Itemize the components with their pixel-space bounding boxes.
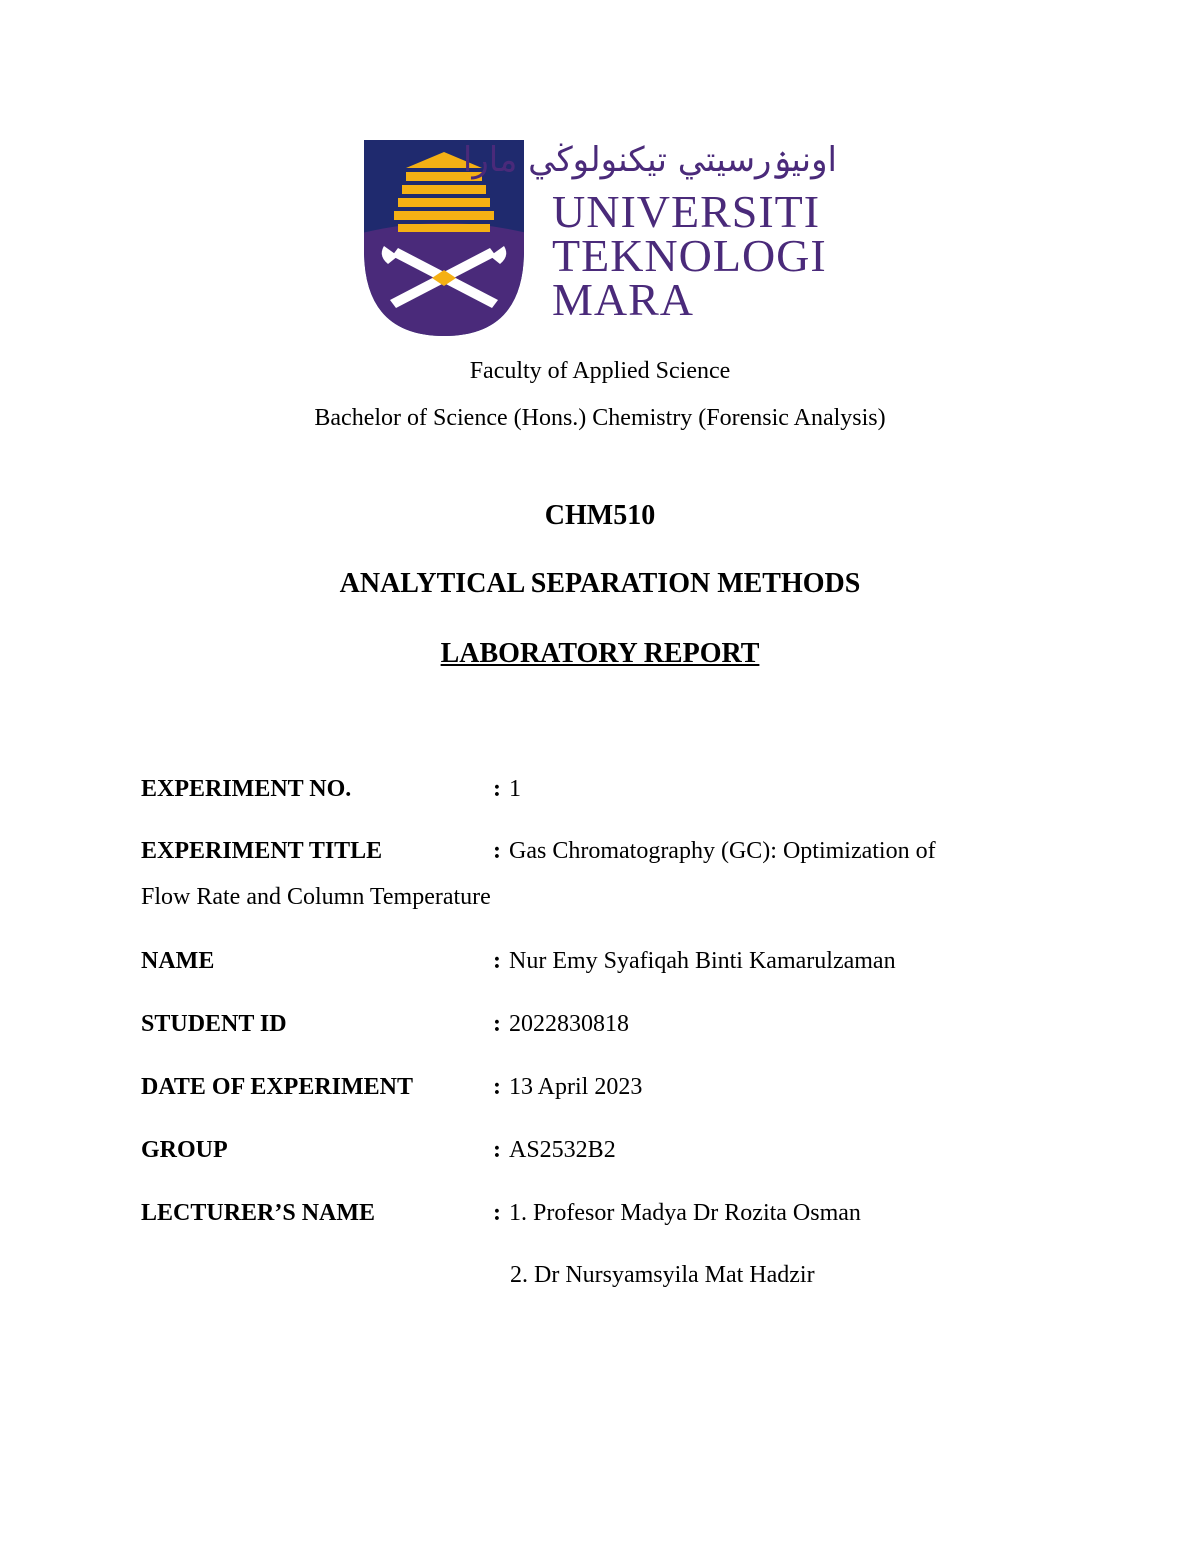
field-colon: : (493, 838, 501, 864)
field-label: GROUP (141, 1137, 228, 1163)
field-value: Nur Emy Syafiqah Binti Kamarulzaman (509, 948, 896, 974)
field-value: 13 April 2023 (509, 1074, 643, 1100)
field-colon: : (493, 1200, 501, 1226)
logo-wordmark (552, 186, 827, 325)
field-colon: : (493, 1074, 501, 1100)
field-value: 1 (509, 776, 521, 802)
report-type: LABORATORY REPORT (440, 638, 760, 669)
field-value: 2022830818 (509, 1011, 629, 1037)
logo-word-mara: MARA (552, 274, 695, 325)
field-value: 1. Profesor Madya Dr Rozita Osman (509, 1200, 861, 1226)
field-label: DATE OF EXPERIMENT (141, 1074, 414, 1100)
field-value: AS2532B2 (509, 1137, 616, 1163)
field-experiment-title-continued: Flow Rate and Column Temperature (141, 884, 491, 910)
faculty-name: Faculty of Applied Science (469, 358, 731, 384)
field-lecturer-name-2: 2. Dr Nursyamsyila Mat Hadzir (510, 1262, 815, 1288)
logo-word-teknologi: TEKNOLOGI (552, 230, 827, 281)
field-label: EXPERIMENT NO. (141, 776, 352, 802)
field-label: LECTURER’S NAME (141, 1200, 376, 1226)
logo-word-universiti: UNIVERSITI (552, 186, 821, 237)
program-name: Bachelor of Science (Hons.) Chemistry (Forensic Analysis) (314, 405, 886, 431)
field-label: STUDENT ID (141, 1011, 287, 1037)
field-colon: : (493, 1137, 501, 1163)
field-label: EXPERIMENT TITLE (141, 838, 383, 864)
course-code: CHM510 (544, 500, 656, 531)
field-value: Gas Chromatography (GC): Optimization of (509, 838, 936, 864)
logo-arabic-text: اونيۏرسيتي تيكنولوڬي مارا (462, 140, 837, 180)
university-logo (362, 138, 842, 343)
course-name: ANALYTICAL SEPARATION METHODS (339, 568, 861, 599)
field-colon: : (493, 948, 501, 974)
field-label: NAME (141, 948, 215, 974)
field-colon: : (493, 1011, 501, 1037)
field-colon: : (493, 776, 501, 802)
